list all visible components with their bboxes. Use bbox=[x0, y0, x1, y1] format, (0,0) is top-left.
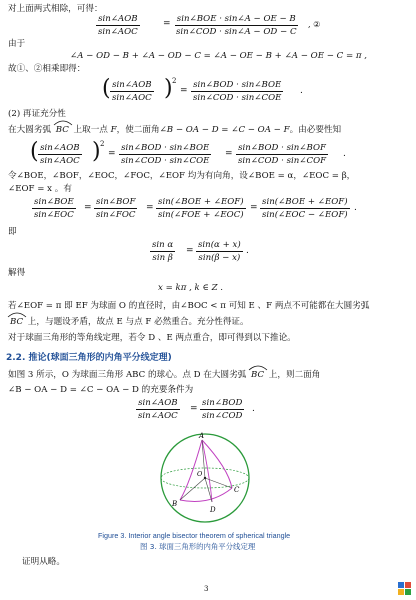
page-number: 3 bbox=[204, 585, 209, 593]
equals-sign: = bbox=[190, 404, 198, 414]
label-o: O bbox=[197, 470, 203, 478]
label-c: C bbox=[234, 486, 240, 494]
text-line: 即 bbox=[8, 227, 17, 237]
text-line: 故①、②相乘即得： bbox=[8, 64, 86, 74]
text-line: 在大圆劣弧 BC 上取一点 F，使二面角∠B − OA − D = ∠C − OA − F。由必要性知 bbox=[8, 125, 341, 136]
fraction: sin∠AOB sin∠AOC bbox=[98, 14, 138, 37]
fraction: $\frac{\sin(\alpha + x)}{\sin(\beta - x)}$ bbox=[198, 240, 241, 263]
text-line: 解得 bbox=[8, 268, 26, 278]
radius-ob bbox=[180, 478, 205, 500]
label-d: D bbox=[210, 506, 216, 514]
equals-sign: = bbox=[84, 203, 92, 213]
right-paren: ) bbox=[164, 76, 173, 101]
corner-logo-icon bbox=[398, 582, 412, 596]
arc-bc bbox=[180, 488, 232, 502]
equals-sign: = bbox=[180, 86, 188, 96]
arc-bc-symbol: BC bbox=[8, 317, 25, 328]
fraction: sin∠AOB sin∠AOC bbox=[138, 398, 178, 421]
fraction: sin(∠BOE + ∠EOF) sin(∠EOC − ∠EOF) bbox=[262, 197, 348, 220]
equation: ∠A − OD − B + ∠A − OD − C = ∠A − OE − B + ∠A − OE − C = π , bbox=[70, 51, 367, 61]
label-b: B bbox=[172, 500, 178, 508]
text-line: 证明从略。 bbox=[22, 557, 65, 567]
text-line: 对于球面三角形的等角线定理，若令 D 、E 两点重合，即可得到以下推论。 bbox=[8, 333, 296, 343]
equation: x = kπ , k ∈ Z . bbox=[158, 283, 224, 293]
equals-sign: = bbox=[108, 149, 116, 159]
figure-caption-en: Figure 3. Interior angle bisector theorem of spherical triangle bbox=[98, 531, 291, 540]
fraction: sin∠BOD sin∠COD bbox=[202, 398, 243, 421]
paper-page: 对上面两式相除，可得： sin∠AOB sin∠AOC = sin∠BOE · sin∠A − OE − B sin∠COD · sin∠A − OD − C , ② 由于 ∠A − OD − B + ∠A − OD − C = ∠A − OE − B + ∠A − OE − C = π , 故①、②相乘即得： ( sin∠AOB sin∠AOC ) 2 = sin∠BOD · sin∠BOE sin∠COD · sin∠COE . (2) 再证充分性 在大圆劣弧 BC 上取一点 F，使二面角∠B − OA − D = ∠C − OA − F。由必要性知 ( sin∠AOB sin∠AOC ) 2 = sin∠BOD · sin∠BOE sin∠COD · sin∠COE = sin∠BOD · sin∠BOF sin∠COD · sin∠COF . 令∠BOE，∠BOF，∠EOC，∠FOC，∠EOF 均为有向角，设∠BOE = α，∠EOC = β， ∠EOF = x 。有 sin∠BOE sin∠EOC = sin∠BOF sin∠FOC = sin(∠BOE + ∠EOF) sin(∠FOE + ∠EOC) = sin(∠BOE + ∠EOF) sin(∠EOC − ∠EOF) . 即 $\frac{\text{sin α}}{\text{sin β}}$ = $\frac{\sin(\alpha + x)}{\sin(\beta - x)}$ . 解得 x = kπ , k ∈ Z . 若∠EOF = π 即 EF 为球面 O 的直径时，由∠BOC < π 可知 E 、F 两点不可能都在大圆劣弧 BC 上，与题设矛盾，故点 E 与点 F 必然重合。充分性得证。 对于球面三角形的等角线定理，若令 D 、E 两点重合，即可得到以下推论。 2.2. 推论(球面三角形的内角平分线定理) 如图 3 所示，O 为球面三角形 ABC 的球心。点 D 在大圆劣弧 BC 上，则二面角 ∠B − OA − D = ∠C − OA − D 的充要条件为 sin∠AOB sin∠AOC = sin∠BOD sin∠COD . A B C D O Figure 3. Interior angle bisector theorem of spherical triangle 图 3. 球面三角形的内角平分线定理 证明从略。 3 bbox=[0, 0, 416, 600]
text-line: 若∠EOF = π 即 EF 为球面 O 的直径时，由∠BOC < π 可知 E 、F 两点不可能都在大圆劣弧 bbox=[8, 301, 370, 311]
fraction: sin∠BOE · sin∠A − OE − B sin∠COD · sin∠A − OD − C bbox=[176, 14, 297, 37]
equals-sign: = bbox=[186, 246, 194, 256]
right-paren: ) bbox=[92, 139, 101, 164]
fraction: $\frac{\text{sin α}}{\text{sin β}}$ bbox=[152, 240, 174, 263]
equals-sign: = bbox=[163, 19, 171, 29]
text-line: 对上面两式相除，可得： bbox=[8, 4, 103, 14]
left-paren: ( bbox=[30, 139, 39, 164]
text-line: BC 上，与题设矛盾，故点 E 与点 F 必然重合。充分性得证。 bbox=[8, 317, 249, 328]
text-line: ∠EOF = x 。有 bbox=[8, 184, 72, 194]
text-line: 令∠BOE，∠BOF，∠EOC，∠FOC，∠EOF 均为有向角，设∠BOE = α，∠EOC = β， bbox=[8, 171, 356, 181]
section-heading: 2.2. 推论(球面三角形的内角平分线定理) bbox=[6, 353, 172, 363]
equals-sign: = bbox=[225, 149, 233, 159]
fraction: sin∠BOE sin∠EOC bbox=[34, 197, 74, 220]
figure-caption-cn: 图 3. 球面三角形的内角平分线定理 bbox=[140, 542, 256, 551]
radius-oc bbox=[205, 478, 232, 488]
label-a: A bbox=[199, 432, 205, 440]
text-line: ∠B − OA − D = ∠C − OA − D 的充要条件为 bbox=[8, 385, 194, 395]
arc-bc-symbol: BC bbox=[249, 370, 266, 381]
text-line: 如图 3 所示，O 为球面三角形 ABC 的球心。点 D 在大圆劣弧 BC 上，则二面角 bbox=[8, 370, 320, 381]
spherical-triangle-figure bbox=[150, 428, 260, 528]
fraction: sin∠AOB sin∠AOC bbox=[40, 143, 80, 166]
fraction: sin∠BOD · sin∠BOE sin∠COD · sin∠COE bbox=[193, 80, 282, 103]
text-line: 由于 bbox=[8, 39, 26, 49]
arc-bc-symbol: BC bbox=[54, 125, 71, 136]
exponent: 2 bbox=[172, 77, 177, 85]
equals-sign: = bbox=[250, 203, 258, 213]
equation-number: , ② bbox=[308, 20, 321, 29]
fraction: sin∠BOF sin∠FOC bbox=[96, 197, 136, 220]
fraction: sin(∠BOE + ∠EOF) sin(∠FOE + ∠EOC) bbox=[158, 197, 244, 220]
fraction: sin∠BOD · sin∠BOE sin∠COD · sin∠COE bbox=[121, 143, 210, 166]
fraction: sin∠AOB sin∠AOC bbox=[112, 80, 152, 103]
fraction: sin∠BOD · sin∠BOF sin∠COD · sin∠COF bbox=[238, 143, 327, 166]
exponent: 2 bbox=[100, 140, 105, 148]
equals-sign: = bbox=[146, 203, 154, 213]
center-point bbox=[204, 477, 206, 479]
text-line: (2) 再证充分性 bbox=[8, 109, 66, 119]
left-paren: ( bbox=[102, 76, 111, 101]
